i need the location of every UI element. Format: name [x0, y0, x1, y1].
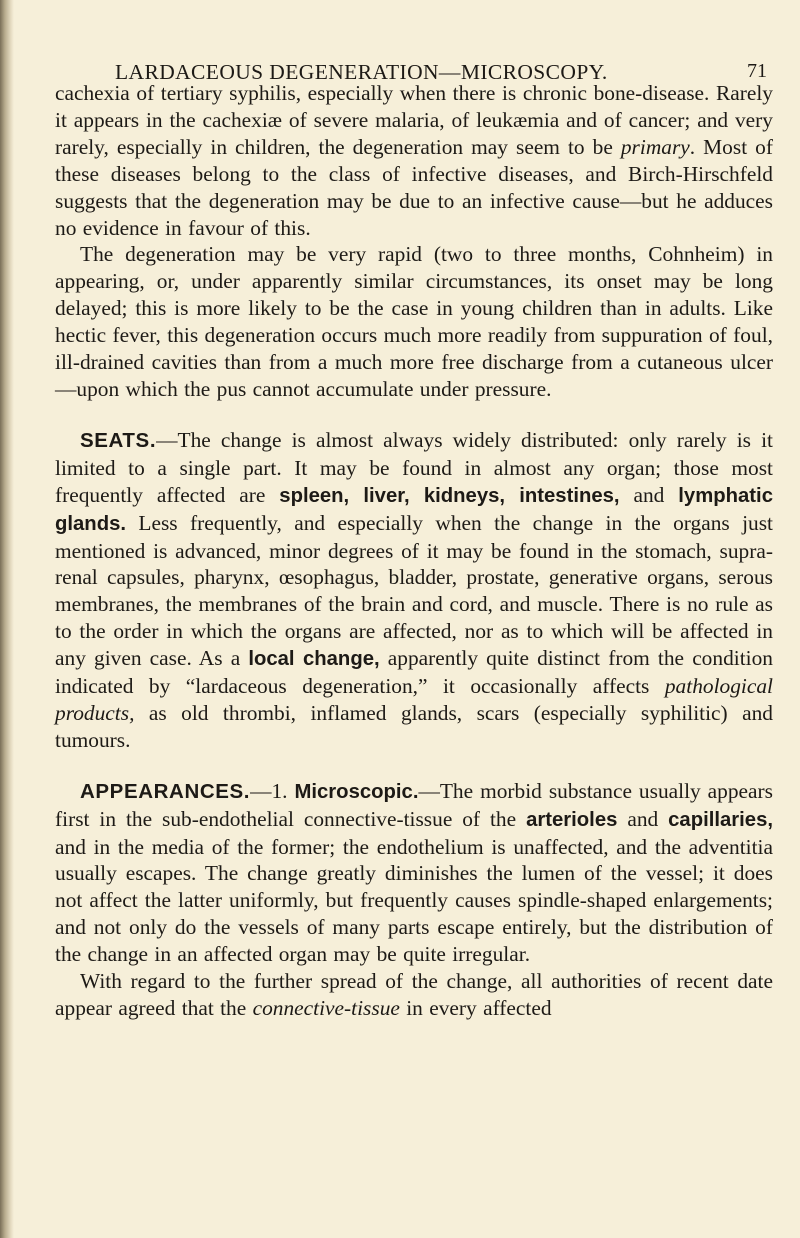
italic-term: primary [620, 134, 690, 159]
paragraph-seats [55, 427, 773, 754]
text-run: With regard to the further spread of the change, all authorities of recent date appear agreed that the [55, 969, 773, 1020]
section-heading-appearances: APPEARANCES. [80, 779, 251, 803]
subheading-microscopic: Microscopic. [294, 780, 419, 803]
section-heading-seats: SEATS. [80, 428, 157, 452]
page-number: 71 [747, 60, 767, 82]
bold-term: spleen, liver, kidneys, intestines, [279, 484, 620, 507]
text-run: Less frequently, and especially when the change in the organs just mentioned is advanced, minor degrees of it may be found in the stomach, supra-renal capsules, pharynx, œsophagus, bladder, prostate, generative organs, serous membranes, the membranes of the brain and cord, and muscle. There is no rule as to the order in which the organs are affected, nor as to which will be affected in any given case. As a [55, 510, 773, 671]
text-run: as old thrombi, inflamed glands, scars (especially syphilitic) and tumours. [55, 700, 773, 752]
paragraph-appearances [55, 778, 773, 968]
book-gutter-shadow [0, 0, 14, 1238]
text-run: —The morbid substance usually appears first in the sub-endothelial connective-tissue of the [55, 778, 773, 831]
page [55, 0, 773, 1022]
text-run: . Most of these diseases belong to the class of infective diseases, and Birch-Hirschfeld suggests that the degeneration may be due to an infective cause—but he adduces no evidence in favour of this. [55, 134, 773, 240]
paragraph-2 [55, 241, 773, 402]
bold-term: lymphatic glands. [55, 484, 773, 535]
text-run: and [619, 482, 679, 507]
text-run: The degeneration may be very rapid (two to three months, Cohnheim) in appearing, or, under apparently similar circumstances, its onset may be long delayed; this is more likely to be the case in young children than in adults. Like hectic fever, this degeneration occurs much more readily from suppuration of foul, ill-drained cavities than from a much more free discharge from a cutaneous ulcer—upon which the pus cannot accumulate under pressure. [55, 242, 773, 401]
bold-term: capillaries, [668, 808, 773, 831]
text-run: and in the media of the former; the endothelium is unaffected, and the adventitia usually escapes. The change greatly diminishes the lumen of the vessel; it does not affect the latter uniformly, but frequently causes spindle-shaped enlargements; and not only do the vessels of many parts escape entirely, but the distribution of the change in an affected organ may be quite irregular. [55, 834, 773, 967]
bold-term: local change, [248, 648, 380, 671]
text-run: —The change is almost always widely distributed: only rarely is it limited to a single part. It may be found in almost any organ; those most frequently affected are [55, 427, 773, 507]
text-run: and [617, 806, 669, 831]
italic-term: pathological products, [55, 674, 773, 725]
paragraph-1 [55, 80, 773, 241]
text-run: apparently quite distinct from the condition indicated by “lardaceous degeneration,” it occasionally affects [55, 646, 773, 699]
text-run: cachexia of tertiary syphilis, especially when there is chronic bone-disease. Rarely it appears in the cachexiæ of severe malaria, of leukæmia and of cancer; and very rarely, especially in children, the degeneration may seem to be [55, 81, 773, 159]
running-title: LARDACEOUS DEGENERATION—MICROSCOPY. [115, 60, 608, 84]
text-run: in every affected [399, 996, 552, 1020]
italic-term: connective-tissue [252, 996, 400, 1020]
running-header [55, 0, 773, 84]
text-run: —1. [250, 778, 295, 803]
bold-term: arterioles [526, 808, 618, 831]
paragraph-5 [55, 968, 773, 1022]
